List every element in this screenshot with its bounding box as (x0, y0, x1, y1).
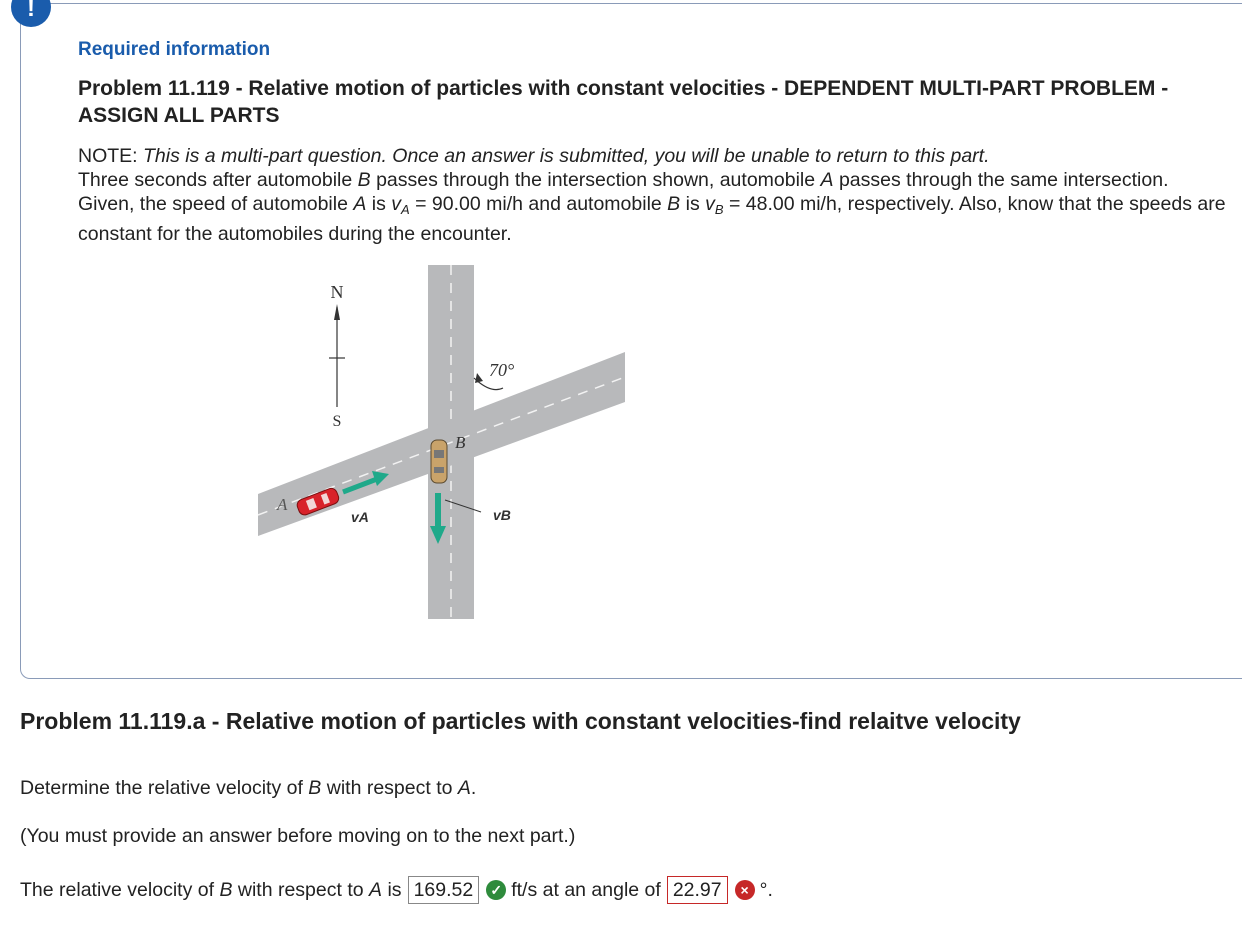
desc-text: = 90.00 mi/h and automobile (409, 193, 668, 215)
desc-var: v (391, 193, 402, 215)
question-text (20, 777, 476, 800)
velocity-answer-field[interactable]: 169.52 (408, 876, 480, 904)
required-info-title: Required information (78, 39, 271, 60)
problem-statement (78, 144, 1228, 246)
answer-text: The relative velocity of (20, 878, 215, 901)
desc-text: is (366, 193, 392, 215)
note-text: This is a multi-part question. Once an answer is submitted, you will be unable to return to this part. (143, 145, 990, 167)
answer-var: B (219, 878, 233, 901)
alert-icon: ! (11, 0, 51, 27)
incorrect-x-icon: × (735, 880, 755, 900)
desc-var: B (357, 169, 371, 191)
question-var: A (457, 777, 471, 799)
compass-icon (329, 304, 345, 407)
car-b-label: B (455, 433, 466, 452)
vb-label: vB (493, 507, 511, 523)
desc-var: A (353, 193, 367, 215)
answer-unit: ft/s at an angle of (511, 878, 661, 901)
intersection-figure (255, 262, 630, 622)
angle-label: 70° (489, 360, 515, 380)
answer-line (20, 876, 773, 904)
north-label: N (330, 282, 344, 302)
desc-var: A (401, 202, 410, 217)
answer-required-note: (You must provide an answer before moving on to the next part.) (20, 825, 576, 847)
answer-text: is (387, 878, 402, 901)
desc-text: is (680, 193, 706, 215)
problem-title: Problem 11.119 - Relative motion of particles with constant velocities - DEPENDENT MULTI-PART PROBLEM - ASSIGN ALL PARTS (78, 77, 1169, 127)
correct-check-icon: ✓ (486, 880, 506, 900)
desc-var: B (667, 193, 681, 215)
question-var: B (308, 777, 322, 799)
note-label: NOTE: (78, 145, 144, 167)
desc-text: Three seconds after automobile (78, 169, 358, 191)
desc-text: passes through the intersection shown, automobile (370, 169, 821, 191)
answer-degree-unit: °. (759, 878, 773, 901)
question-part: . (470, 777, 477, 799)
part-title: Problem 11.119.a - Relative motion of particles with constant velocities-find relaitve velocity (20, 708, 1021, 734)
answer-var: A (369, 878, 383, 901)
question-part: with respect to (321, 777, 458, 799)
angle-answer-field[interactable]: 22.97 (667, 876, 728, 904)
desc-var: B (714, 202, 724, 217)
va-label: vA (351, 509, 369, 525)
car-b-icon (431, 440, 447, 483)
desc-var: v (705, 193, 715, 215)
question-part: Determine the relative velocity of (20, 777, 309, 799)
south-label: S (332, 413, 342, 430)
answer-text: with respect to (237, 878, 364, 901)
desc-text: = 48.00 mi/h, respectively. Also, know that the speeds are constant for the automobiles during the encounter. (78, 193, 1226, 245)
desc-var: A (820, 169, 834, 191)
car-a-label: A (277, 495, 288, 514)
desc-text: passes through the same intersection. Given, the speed of automobile (78, 169, 1169, 215)
